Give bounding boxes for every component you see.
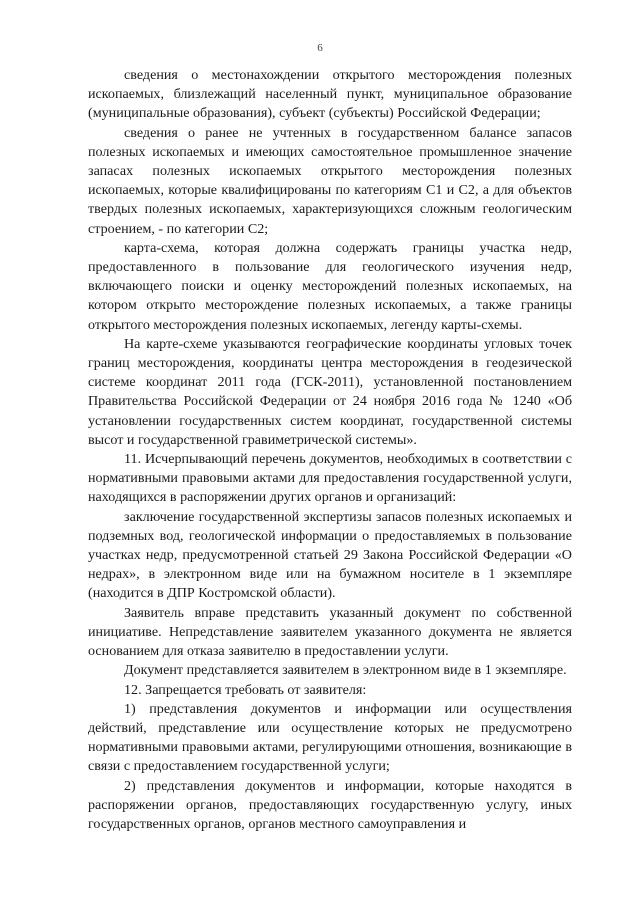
paragraph-section-12: 12. Запрещается требовать от заявителя: xyxy=(124,681,367,698)
paragraph-item-1: 1) представления документов и информации или осуществления действий, представление или осуществление которых не предусмотрено нормативными правовыми актами, регулирующими отношения, возникающие в связи с предоставлением государственной услуги; xyxy=(88,700,572,775)
paragraph-expertise-conclusion: заключение государственной экспертизы запасов полезных ископаемых и подземных вод, геологической информации о предоставляемых в пользование участках недр, предусмотренной статьей 29 Закона Российской Федерации «О недрах», в электронном виде или на бумажном носителе в 1 экземпляре (находится в ДПР Костромской области). xyxy=(88,508,572,602)
paragraph-section-11: 11. Исчерпывающий перечень документов, необходимых в соответствии с нормативными правовыми актами для предоставления государственной услуги, находящихся в распоряжении других органов и организаций: xyxy=(88,451,572,506)
paragraph-reserves-info: сведения о ранее не учтенных в государственном балансе запасов полезных ископаемых и имеющих самостоятельное промышленное значение запасах полезных ископаемых открытого месторождения полезных ископаемых, которые квалифицированы по категориям С1 и С2, а для объектов твердых полезных ископаемых, характеризующихся сложным геологическим строением, - по категории С2; xyxy=(88,124,572,237)
document-body xyxy=(88,66,572,834)
paragraph-item-2: 2) представления документов и информации, которые находятся в распоряжении органов, предоставляющих государственную услугу, иных государственных органов, органов местного самоуправления и xyxy=(88,777,572,832)
paragraph-map-coordinates: На карте-схеме указываются географические координаты угловых точек границ месторождения, координаты центра месторождения в геодезической системе координат 2011 года (ГСК-2011), установленной постановлением Правительства Российской Федерации от 24 ноября 2016 года № 1240 «Об установлении государственных систем координат, государственной системы высот и государственной гравиметрической системы». xyxy=(88,335,572,448)
paragraph-location-info: сведения о местонахождении открытого месторождения полезных ископаемых, близлежащий населенный пункт, муниципальное образование (муниципальные образования), субъект (субъекты) Российской Федерации; xyxy=(88,67,572,122)
paragraph-document-format: Документ представляется заявителем в электронном виде в 1 экземпляре. xyxy=(124,662,567,679)
paragraph-applicant-right: Заявитель вправе представить указанный документ по собственной инициативе. Непредставление заявителем указанного документа не является основанием для отказа заявителю в предоставлении услуги. xyxy=(88,604,572,660)
page-number: 6 xyxy=(317,42,323,54)
paragraph-map-scheme: карта-схема, которая должна содержать границы участка недр, предоставленного в пользование для геологического изучения недр, включающего поиски и оценку месторождений полезных ископаемых, на котором открыто месторождение полезных ископаемых, а также границы открытого месторождения полезных ископаемых, легенду карты-схемы. xyxy=(88,239,572,333)
